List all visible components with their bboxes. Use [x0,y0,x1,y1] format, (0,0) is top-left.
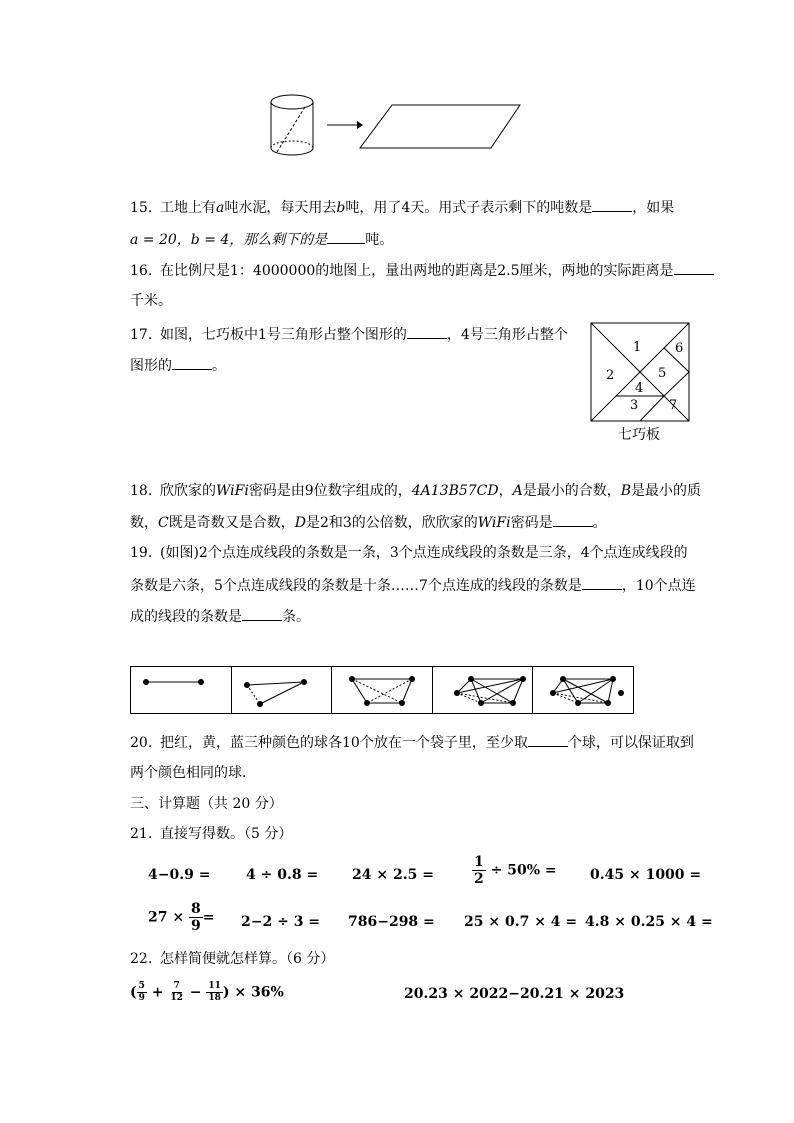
calc-item: 4.8 × 0.25 × 4 = [585,914,713,930]
tangram-label-5: 5 [658,366,667,381]
q15-text: a = 20，b = 4，那么剩下的是 [130,232,328,248]
q15-number: 15. [130,200,153,216]
calc-item: 0.45 × 1000 = [590,867,702,883]
cylinder-slant-cut [277,107,305,152]
q18-text: 密码是由9位数字组成的， [248,483,412,499]
numerator: 11 [208,981,221,991]
q19-line1 [130,543,688,563]
q19-text: 成的线段的条数是 [130,609,242,625]
tangram-label-3: 3 [630,398,639,413]
q20-number: 20. [130,735,153,751]
q15-text: 吨水泥，每天用去 [224,200,337,216]
q19-line3 [130,606,310,627]
q18-var-c: C [158,515,169,531]
q22-number: 22. [130,951,153,967]
segments-3-points [232,667,333,713]
q18-wifi: WiFi [477,515,511,531]
q16-line1 [130,260,714,281]
q19-answer-blank-1[interactable] [582,575,622,590]
q18-var-d: D [294,515,306,531]
calc-item: 2−2 ÷ 3 = [241,914,321,930]
tangram-label-7: 7 [669,398,678,413]
paren: ( [130,984,137,1001]
fraction [168,982,185,1003]
operator: + [151,984,164,1001]
q21-number: 21. [130,826,153,842]
q20-answer-blank[interactable] [528,732,568,747]
q20-text: 把红，黄，蓝三种颜色的球各10个放在一个袋子里，至少取 [160,735,528,751]
denominator: 12 [170,993,183,1003]
denominator: 9 [138,993,145,1003]
q19-line2 [130,575,696,596]
calc-item: 4 ÷ 0.8 = [246,867,319,883]
section-3-title: 三、计算题（共 20 分） [130,796,283,812]
segments-4-points [332,667,433,713]
calc-item: ÷ 50% = [490,862,557,879]
q16-text: 在比例尺是1：4000000的地图上，量出两地的距离是2.5厘米，两地的实际距离是 [160,263,674,279]
calc-item-fraction [148,902,214,933]
q17-answer-blank-1[interactable] [407,324,447,339]
q18-line1 [130,481,701,501]
q18-text: 。 [592,515,607,531]
q17-text: 图形的 [130,358,172,374]
numerator: 5 [138,981,145,991]
q19-text: 条。 [282,609,310,625]
q19-answer-blank-2[interactable] [242,606,282,621]
calc-item: = [202,909,215,926]
q17-number: 17. [130,327,153,343]
tangram-label-6: 6 [675,341,684,356]
tangram-label-2: 2 [606,368,615,383]
q17-text: ，4号三角形占整个 [446,327,568,343]
calc-item: 786−298 = [348,914,435,930]
calc-item-fraction [472,855,557,886]
fraction [137,982,147,1003]
numerator: 1 [474,854,484,870]
q22-expr1 [130,982,284,1003]
tangram-caption: 七巧板 [618,427,660,443]
parallelogram [360,105,520,148]
q15-line2 [130,229,393,250]
q22-expr2: 20.23 × 2022−20.21 × 2023 [404,986,625,1002]
tangram-label-4: 4 [635,381,644,396]
calc-item: 24 × 2.5 = [352,867,434,883]
fraction [472,855,486,886]
q15-var-b: b [336,200,346,216]
q16-answer-blank[interactable] [674,260,714,275]
segments-5-points [433,667,534,713]
tangram-label-1: 1 [633,340,642,355]
q18-text: ， [498,483,513,499]
q19-text: ，10个点连 [621,578,696,594]
arrow-head [357,121,363,129]
q15-text: ，如果 [632,200,675,216]
q15-text: 吨。 [365,232,394,248]
fraction [206,982,223,1003]
q15-answer-blank-1[interactable] [592,197,632,212]
q18-text: 密码是 [510,515,553,531]
q15-line1 [130,197,674,218]
q20-line2: 两个颜色相同的球． [130,765,256,781]
segments-6-points [533,667,633,713]
q20-text: 个球，可以保证取到 [567,735,694,751]
q17-line1 [130,324,568,345]
q19-text: (如图)2个点连成线段的条数是一条，3个点连成线段的条数是三条，4个点连成线段的 [160,545,688,561]
q18-answer-blank[interactable] [553,512,593,527]
q18-text: 是2和3的公倍数，欣欣家的 [305,515,478,531]
q18-var-b: B [620,483,632,499]
q21-text: 直接写得数。（5 分） [160,826,293,842]
segments-2-points [131,667,232,713]
q21-title [130,824,292,844]
q15-text: 工地上有 [160,200,216,216]
segments-figure [130,666,634,714]
numerator: 7 [173,981,180,991]
q18-var-a: A [512,483,523,499]
q18-wifi: WiFi [216,483,249,499]
q22-text: 怎样简便就怎样算。（6 分） [160,951,335,967]
q19-text: 条数是六条，5个点连成线段的条数是十条……7个点连成的线段的条数是 [130,578,582,594]
denominator: 9 [190,918,201,934]
q18-number: 18. [130,483,153,499]
q20-line1 [130,732,694,753]
q15-answer-blank-2[interactable] [327,229,365,244]
cylinder-top [271,95,313,109]
paren: ) × 36% [222,984,284,1001]
q16-number: 16. [130,263,153,279]
calc-item: 4−0.9 = [148,867,211,883]
q16-line2: 千米。 [130,293,172,309]
q17-line2 [130,355,226,376]
q22-title [130,949,334,969]
q18-text: 是最小的合数， [522,483,621,499]
denominator: 18 [208,993,221,1003]
calc-item: 25 × 0.7 × 4 = [464,914,578,930]
q15-var-a: a [216,200,225,216]
q18-text: 数， [130,515,158,531]
q18-code: 4A13B57CD [411,483,499,499]
fraction [189,902,203,933]
q17-text: 。 [212,358,226,374]
numerator: 8 [190,901,201,917]
q17-text: 如图，七巧板中1号三角形占整个图形的 [160,327,407,343]
q18-text: 是最小的质 [631,483,702,499]
q18-line2 [130,512,607,533]
q18-text: 既是奇数又是合数， [168,515,295,531]
operator: − [189,984,202,1001]
q19-number: 19. [130,545,153,561]
q18-text: 欣欣家的 [160,483,216,499]
calc-item: 27 × [148,909,185,926]
q17-answer-blank-2[interactable] [172,355,212,370]
denominator: 2 [474,871,484,887]
cylinder-unroll-figure [265,92,525,158]
q15-text: 吨，用了4天。用式子表示剩下的吨数是 [345,200,593,216]
